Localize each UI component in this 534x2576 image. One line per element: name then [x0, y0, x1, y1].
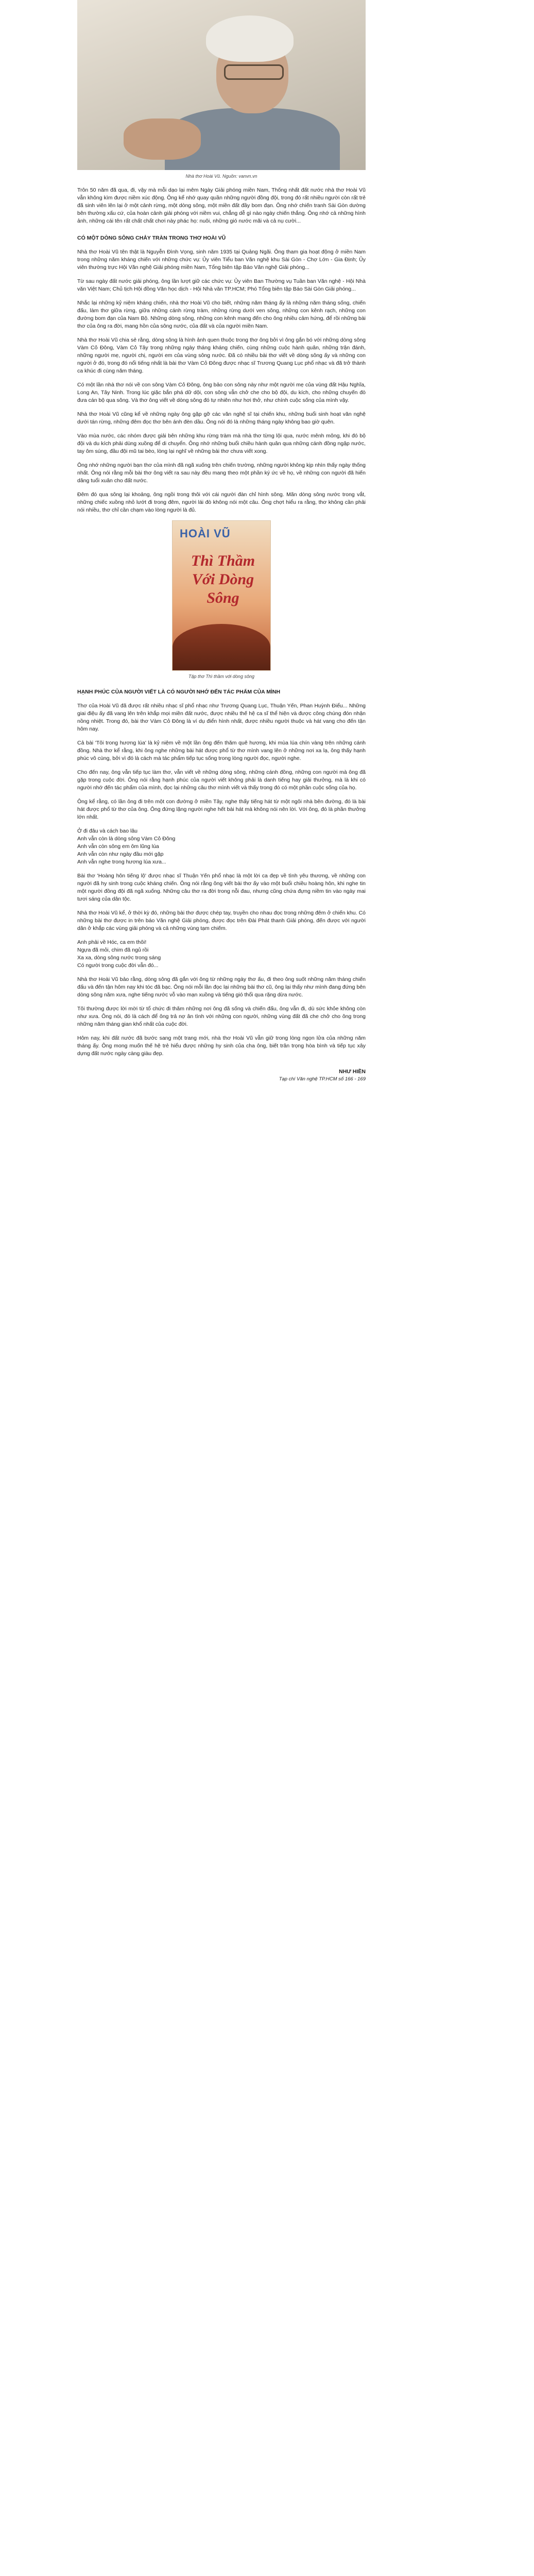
- paragraph: Vào mùa nước, các nhóm được giải bên những khu rừng tràm mà nhà thơ từng lội qua, nước mênh mông, khi đó bộ đội và du kích phải dùng xuồng để di chuyển. Ông nhớ những buổi chiều hành quân qua những cánh đồng ngập nước, tay ôm súng, đầu đội mũ tai bèo, lòng lại nghĩ về những bài thơ chưa viết xong.: [77, 433, 366, 454]
- section4-paragraphs: [77, 976, 366, 1058]
- poem-line: Anh phải về Hóc, ca em thôi!: [77, 939, 147, 945]
- paragraph: Nhà thơ Hoài Vũ tên thật là Nguyễn Đình Vọng, sinh năm 1935 tại Quảng Ngãi. Ông tham gia hoạt động ở miền Nam trong những năm kháng chiến với những chức vụ: Ủy viên Tiểu ban Văn nghệ khu Sài Gòn - Chợ Lớn - Gia Định; Ủy viên thường trực Hội Văn nghệ Giải phóng miền Nam, Tổng biên tập Báo Văn nghệ Giải phóng...: [77, 249, 366, 270]
- poem-line: Anh vẫn nghe trong hương lúa xưa...: [77, 859, 166, 865]
- book-cover: [172, 520, 271, 671]
- paragraph: Hôm nay, khi đất nước đã bước sang một trang mới, nhà thơ Hoài Vũ vẫn giữ trong lòng ngọn lửa của những năm tháng ấy. Ông mong muốn thế hệ trẻ hiểu được những hy sinh của cha ông, biết trân trọng hòa bình và tiếp tục xây dựng đất nước ngày càng giàu đẹp.: [77, 1035, 366, 1057]
- poem-line: Xa xa, dòng sông nước trong sáng: [77, 955, 161, 961]
- poem-line: Anh vẫn còn sông em ôm lũng lúa: [77, 843, 159, 850]
- book-title: Thì Thầm Với Dòng Sông: [191, 552, 255, 606]
- paragraph: Nhà thơ Hoài Vũ bảo rằng, dòng sông đã gắn với ông từ những ngày thơ ấu, đi theo ông suốt những năm tháng chiến đấu và đến tận hôm nay khi tóc đã bạc. Ông nói mỗi lần đọc lại những bài thơ cũ, ông lại thấy như mình đang đứng bên dòng sông năm xưa, nghe tiếng nước vỗ vào mạn xuồng và tiếng gió thổi qua rặng dừa nước.: [77, 976, 366, 998]
- poem-block: [77, 939, 366, 970]
- poem-line: Anh vẫn còn là dòng sông Vàm Cỏ Đông: [77, 836, 176, 842]
- paragraph: Bài thơ 'Hoàng hôn tiếng lộ' được nhạc sĩ Thuận Yến phổ nhạc là một lời ca đẹp về tình yêu thương, về những con người đã hy sinh trong cuộc kháng chiến. Ông nói rằng ông viết bài thơ ấy vào một buổi chiều hoàng hôn, khi nghe tin một người đồng đội đã ngã xuống. Những câu thơ ra đời trong nỗi đau, nhưng cũng chứa đựng niềm tin vào ngày mai tươi sáng của dân tộc.: [77, 873, 366, 902]
- paragraph: Cả bài 'Tôi trong hương lúa' là kỷ niệm về một lần ông đến thăm quê hương, khi mùa lúa chín vàng trên những cánh đồng. Nhà thơ kể rằng, khi ông nghe những bài hát được phổ từ thơ mình vang lên ở những nơi xa lạ, ông thấy hạnh phúc vô cùng, bởi vì đó là cách mà tác phẩm tiếp tục sống trong lòng người đọc, người nghe.: [77, 740, 366, 761]
- paragraph: Đêm đó qua sông lại khoảng, ông ngồi trong thôi với cái người đàn chỉ hình sông. Mãn dòng sông nước trong vắt, những chiếc xuồng nhỏ lướt đi trong đêm, người lái đò không nói một câu. Ông chợt hiểu ra rằng, thơ không cần phải nói nhiều, thơ chỉ cần chạm vào lòng người là đủ.: [77, 492, 366, 513]
- paragraph: Cho đến nay, ông vẫn tiếp tục làm thơ, vẫn viết về những dòng sông, những cánh đồng, những con người mà ông đã gặp trong cuộc đời. Ông nói rằng hạnh phúc của người viết không phải là danh tiếng hay giải thưởng, mà là khi có người nhớ đến tác phẩm của mình, đọc lại những câu thơ mình viết và thấy trong đó có một phần cuộc sống của họ.: [77, 769, 366, 791]
- article: [77, 0, 366, 1083]
- paragraph: Từ sau ngày đất nước giải phóng, ông lần lượt giữ các chức vụ: Ủy viên Ban Thường vụ Tuần ban Văn nghệ - Hội Nhà văn Việt Nam; Chủ tịch Hội đồng Văn học dịch - Hội Nhà văn TP.HCM; Phó Tổng biên tập Báo Sài Gòn Giải phóng...: [77, 278, 366, 292]
- poem-line: Anh vẫn còn như ngày đầu mới gặp: [77, 851, 164, 857]
- paragraph: Ông nhớ những người bạn thơ của mình đã ngã xuống trên chiến trường, những người không kịp nhìn thấy ngày thống nhất. Ông nói rằng mỗi bài thơ ông viết ra sau này đều mang theo một phần ký ức về họ, về những con người đã hiến dâng tuổi xuân cho đất nước.: [77, 462, 366, 484]
- poem-line: Có người trong cuộc đời vẫn đó...: [77, 962, 159, 969]
- portrait-photo: [77, 0, 366, 170]
- section-heading: HẠNH PHÚC CỦA NGƯỜI VIẾT LÀ CÓ NGƯỜI NHỚ ĐẾN TÁC PHẨM CỦA MÌNH: [77, 689, 281, 695]
- section2-paragraphs: [77, 702, 366, 821]
- poem-block: [77, 827, 366, 866]
- author-source: Tạp chí Văn nghệ TP.HCM số 166 - 169: [279, 1076, 366, 1082]
- book-author: HOÀI VŨ: [180, 527, 231, 540]
- book-figure: [77, 520, 366, 679]
- paragraph: Tôi thường được lời mời từ tổ chức đi thăm những nơi ông đã sống và chiến đấu, ông vẫn đi, dù sức khỏe không còn như xưa. Ông nói, đó là cách để ông trả nợ ân tình với những con người, những vùng đất đã che chở cho ông trong những năm tháng gian khổ nhất của cuộc đời.: [77, 1006, 366, 1027]
- paragraph: Ông kể rằng, có lần ông đi trên một con đường ở miền Tây, nghe thấy tiếng hát từ một ngôi nhà bên đường, đó là bài hát được phổ từ thơ của ông. Ông đứng lặng người nghe hết bài hát mà không nói nên lời. Với ông, đó là phần thưởng lớn nhất.: [77, 799, 366, 820]
- paragraph: Nhà thơ Hoài Vũ chia sẻ rằng, dòng sông là hình ảnh quen thuộc trong thơ ông bởi vì ông gắn bó với những dòng sông Vàm Cỏ Đông, Vàm Cỏ Tây trong những ngày tháng kháng chiến, cùng những cuộc hành quân, những trận đánh, những người mẹ, người chị, người em của vùng sông nước. Đã có nhiều bài thơ viết về dòng sông ấy và những con người ở đó, trong đó nổi tiếng nhất là bài thơ Vàm Cỏ Đông được nhạc sĩ Trương Quang Lục phổ nhạc và đã trở thành ca khúc đi cùng năm tháng.: [77, 337, 366, 374]
- paragraph: Nhà thơ Hoài Vũ kể, ở thời kỳ đó, những bài thơ được chép tay, truyền cho nhau đọc trong những đêm ở chiến khu. Có những bài thơ được in trên báo Văn nghệ Giải phóng, được đọc trên Đài Phát thanh Giải phóng, đến được với người dân ở khắp các vùng giải phóng và cả những vùng tạm chiếm.: [77, 910, 366, 931]
- paragraph: Trôn 50 năm đã qua, đi, vậy mà mỗi dạo lại mêm Ngày Giải phóng miền Nam, Thống nhất đất nước nhà thơ Hoài Vũ vẫn không kìm được niềm xúc động. Ông kể nhớ quay quần những người đồng đội, trong đó rất nhiều người còn rất trẻ đã sinh viên lên lại ở một cảnh rừng, một dòng sông, một miền đất đầy bom đạn. Ông nhớ chiến tranh Sài Gòn dường bên thường xấu cứ, của hoàn cảnh giải phóng với niềm vui, chẳng dễ gì nào ngày chiến thắng. Ông nhớ cả những hình ảnh, những cái tên rất chất chất chơi này phác họ: nuôi, những gió nước mãi và cả nụ cười...: [77, 187, 366, 224]
- paragraph: Có một lần nhà thơ nói về con sông Vàm Cỏ Đông, ông bảo con sông này như một người mẹ của vùng đất Hậu Nghĩa, Long An, Tây Ninh. Trong lúc giặc bắn phá dữ dội, con sông vẫn chở che cho bộ đội, du kích, cho những chuyến đò đưa cán bộ qua sông. Và thơ ông viết về dòng sông đó tự nhiên như hơi thở, như chính cuộc sống của mình vậy.: [77, 382, 366, 403]
- author-name: NHƯ HIỀN: [339, 1069, 366, 1075]
- intro-paragraphs: [77, 187, 366, 225]
- author-signature: [77, 1068, 366, 1083]
- book-caption: Tập thơ Thì thầm với dòng sông: [188, 674, 254, 679]
- paragraph: Nhà thơ Hoài Vũ cũng kể về những ngày ông gặp gỡ các văn nghệ sĩ tại chiến khu, những buổi sinh hoạt văn nghệ dưới tán rừng, những đêm đọc thơ bên ánh đèn dầu. Ông nói đó là những tháng ngày không bao giờ quên.: [77, 411, 366, 425]
- paragraph: Nhắc lại những kỷ niệm kháng chiến, nhà thơ Hoài Vũ cho biết, những năm tháng ấy là những năm tháng sống, chiến đấu, làm thơ giữa rừng, giữa những cánh rừng tràm, những rừng dưới ven sông, những con kênh rạch, những con đường bom đạn của Nam Bộ. Những dòng sông, những con kênh mang đến cho ông nhiều cảm hứng, để rồi những bài thơ của ông ra đời, mang hồn của sông nước, của đất và của người miền Nam.: [77, 300, 366, 329]
- section-heading: CÓ MỘT DÒNG SÔNG CHẢY TRÀN TRONG THƠ HOÀI VŨ: [77, 235, 226, 241]
- portrait-figure: [77, 0, 366, 179]
- poem-line: Ngựa đã mỏi, chim đã ngủ rồi: [77, 947, 149, 953]
- paragraph: Thơ của Hoài Vũ đã được rất nhiều nhạc sĩ phổ nhạc như Trương Quang Lục, Thuận Yến, Phan Huỳnh Điểu... Những giai điệu ấy đã vang lên trên khắp mọi miền đất nước, được nhiều thế hệ ca sĩ thể hiện và được công chúng đón nhận nồng nhiệt. Trong đó, bài thơ Vàm Cỏ Đông là ví dụ điển hình nhất, được nhiều người thuộc và hát vang cho đến tận hôm nay.: [77, 703, 366, 732]
- photo-caption: Nhà thơ Hoài Vũ. Nguồn: vanvn.vn: [185, 174, 257, 179]
- section1-paragraphs: [77, 248, 366, 514]
- section3-paragraphs: [77, 872, 366, 933]
- poem-line: Ở đi đâu và cách bao lâu: [77, 828, 137, 834]
